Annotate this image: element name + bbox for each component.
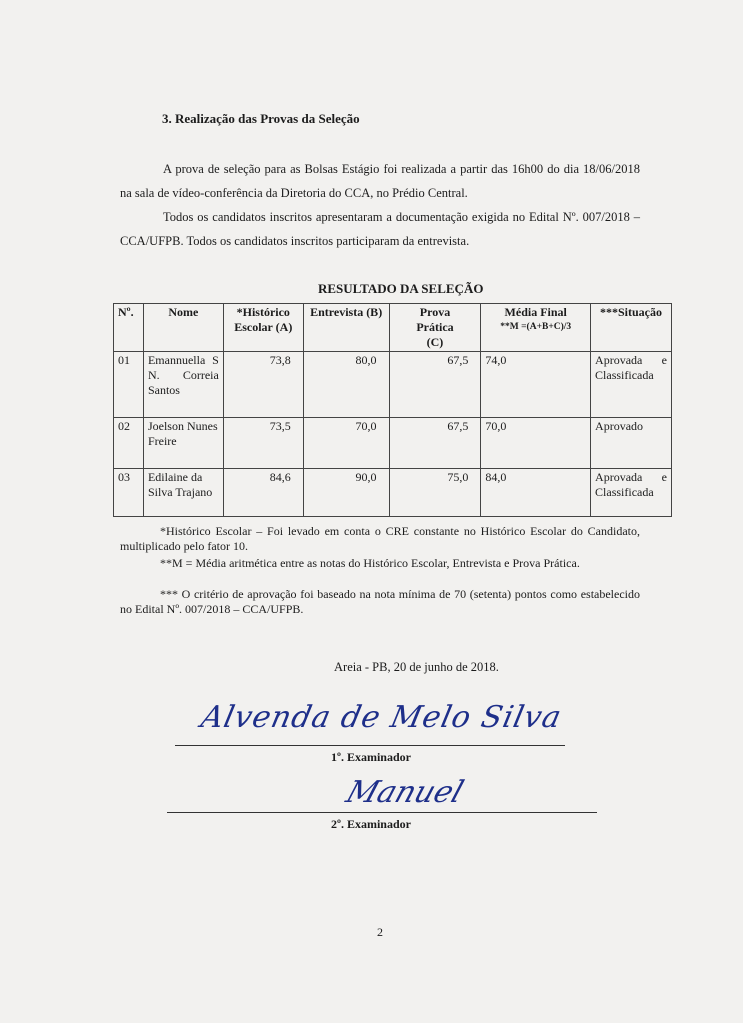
cell-entrevista: 80,0: [303, 352, 389, 418]
header-media-label: Média Final: [504, 305, 567, 319]
note-media: **M = Média aritmética entre as notas do Histórico Escolar, Entrevista e Prova Prática.: [160, 556, 580, 570]
note-criterio: *** O critério de aprovação foi baseado na nota mínima de 70 (setenta) pontos como estabelecido no Edital Nº. 007/2018 – CCA/UFPB.: [120, 587, 640, 616]
cell-entrevista: 70,0: [303, 418, 389, 469]
results-table: [113, 303, 672, 517]
cell-no: 01: [114, 352, 144, 418]
cell-media: 74,0: [481, 352, 591, 418]
header-media: [481, 304, 591, 352]
place-date: Areia - PB, 20 de junho de 2018.: [334, 660, 499, 674]
header-situacao: ***Situação: [591, 304, 672, 352]
cell-no: 02: [114, 418, 144, 469]
paragraph-1: A prova de seleção para as Bolsas Estágio foi realizada a partir das 16h00 do dia 18/06/2018 na sala de vídeo-conferência da Diretoria do CCA, no Prédio Central.: [120, 162, 640, 200]
paragraph-2: Todos os candidatos inscritos apresentaram a documentação exigida no Edital Nº. 007/2018 – CCA/UFPB. Todos os candidatos inscritos participaram da entrevista.: [120, 210, 640, 248]
signature-label-2: 2º. Examinador: [331, 817, 411, 831]
cell-prova: 67,5: [389, 418, 481, 469]
cell-historico: 73,5: [223, 418, 303, 469]
cell-situacao: Aprovada e Classificada: [591, 469, 672, 517]
cell-historico: 73,8: [223, 352, 303, 418]
cell-media: 84,0: [481, 469, 591, 517]
table-header-row: [114, 304, 672, 352]
cell-nome: Joelson Nunes Freire: [143, 418, 223, 469]
note-historico: *Histórico Escolar – Foi levado em conta o CRE constante no Histórico Escolar do Candidato, multiplicado pelo fator 10.: [120, 524, 640, 553]
table-row: [114, 352, 672, 418]
header-nome: Nome: [143, 304, 223, 352]
cell-historico: 84,6: [223, 469, 303, 517]
header-entrevista: Entrevista (B): [303, 304, 389, 352]
cell-situacao: Aprovado: [591, 418, 672, 469]
header-media-formula: **M =(A+B+C)/3: [500, 322, 572, 332]
cell-nome: Emannuella S N. Correia Santos: [143, 352, 223, 418]
table-title: RESULTADO DA SELEÇÃO: [318, 281, 484, 296]
header-historico: *Histórico Escolar (A): [223, 304, 303, 352]
signature-2-handwriting: Manuel: [341, 775, 468, 810]
section-title: 3. Realização das Provas da Seleção: [162, 111, 360, 126]
cell-prova: 67,5: [389, 352, 481, 418]
signature-1-handwriting: Alvenda de Melo Silva: [197, 700, 565, 735]
signature-line-1: [175, 745, 565, 746]
cell-media: 70,0: [481, 418, 591, 469]
cell-prova: 75,0: [389, 469, 481, 517]
table-row: [114, 469, 672, 517]
header-prova: Prova Prática (C): [389, 304, 481, 352]
header-no: Nº.: [114, 304, 144, 352]
signature-label-1: 1º. Examinador: [331, 750, 411, 764]
cell-nome: Edilaine da Silva Trajano: [143, 469, 223, 517]
cell-situacao: Aprovada e Classificada: [591, 352, 672, 418]
table-row: [114, 418, 672, 469]
page-number: 2: [377, 925, 383, 939]
cell-no: 03: [114, 469, 144, 517]
cell-entrevista: 90,0: [303, 469, 389, 517]
signature-line-2: [167, 812, 597, 813]
